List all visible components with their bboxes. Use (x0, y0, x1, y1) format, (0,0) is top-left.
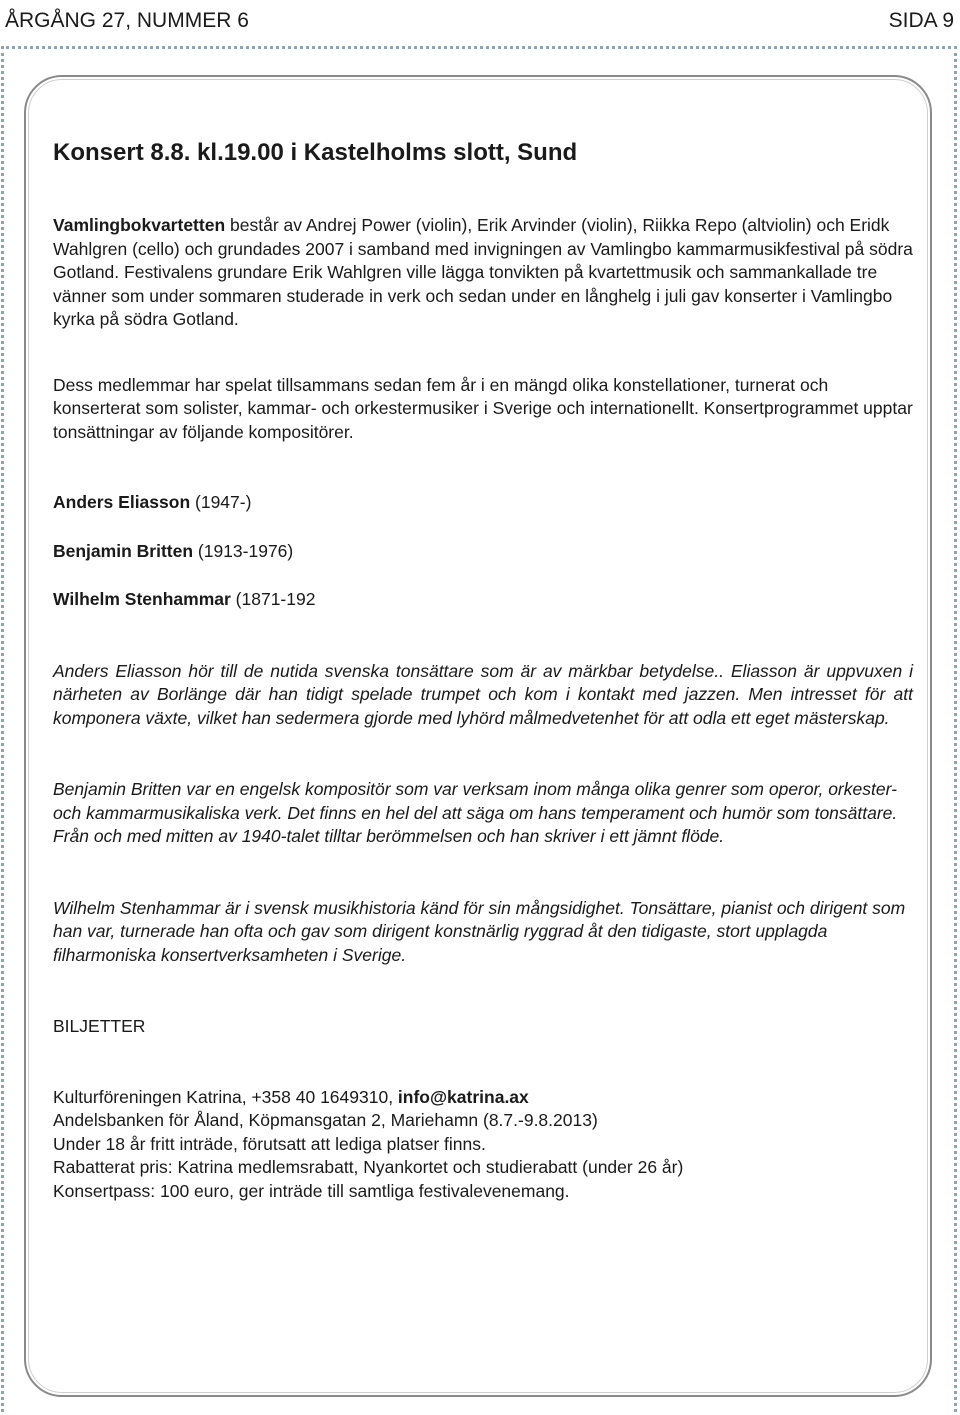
quartet-name: Vamlingbokvartetten (53, 215, 226, 235)
tickets-line (53, 1086, 913, 1110)
composer-years: (1871-192 (230, 589, 316, 609)
email-link[interactable]: info@katrina.ax (397, 1086, 529, 1107)
composer-years: (1947-) (190, 492, 252, 512)
composer-name: Benjamin Britten (53, 540, 194, 561)
composer-list (53, 491, 913, 612)
composer-item (53, 540, 913, 564)
bio-britten: Benjamin Britten var en engelsk kompositör som var verksam inom många olika genrer som operor, orkester- och kammarmusikaliska verk. Det finns en hel del att säga om hans temperament och humör som tonsättare. Från och med mitten av 1940-talet tilltar berömmelsen och han skriver i ett jämnt flöde. (53, 779, 898, 846)
composer-item (53, 588, 913, 612)
tickets-line: Rabatterat pris: Katrina medlemsrabatt, Nyankortet och studierabatt (under 26 år) (53, 1157, 684, 1177)
page-number: SIDA 9 (888, 9, 954, 32)
page-header (0, 0, 960, 40)
intro-paragraph (53, 214, 913, 332)
tickets-heading: BILJETTER (53, 1016, 146, 1036)
tickets-contact: Kulturföreningen Katrina, +358 40 1649310, (53, 1086, 398, 1107)
tickets-line: Andelsbanken för Åland, Köpmansgatan 2, Mariehamn (8.7.-9.8.2013) (53, 1110, 598, 1130)
composer-years: (1913-1976) (193, 540, 294, 561)
bio-stenhammar: Wilhelm Stenhammar är i svensk musikhistoria känd för sin mångsidighet. Tonsättare, pianist och dirigent som han var, turnerade han ofta och gav som dirigent konstnärlig ryggrad åt den tidigaste, stort upplagda filharmoniska konsertverksamheten i Sverige. (53, 897, 906, 965)
article-title: Konsert 8.8. kl.19.00 i Kastelholms slott, Sund (53, 139, 578, 166)
tickets-line: Konsertpass: 100 euro, ger inträde till samtliga festivalevenemang. (53, 1180, 570, 1201)
members-paragraph: Dess medlemmar har spelat tillsammans sedan fem år i en mängd olika konstellationer, turnerat och konserterat som solister, kammar- och orkestermusiker i Sverige och internationellt. Konsertprogrammet upptar tonsättningar av följande kompositörer. (53, 374, 913, 442)
composer-name: Wilhelm Stenhammar (53, 589, 231, 609)
intro-text: består av Andrej Power (violin), Erik Arvinder (violin), Riikka Repo (altviolin) och Eridk Wahlgren (cello) och grundades 2007 i samband med invigningen av Vamlingbo kammarmusikfestival på södra Gotland. Festivalens grundare Erik Wahlgren ville lägga tonvikten på kvartettmusik och sammankallade tre vänner som under sommaren studerade in verk och sedan under en långhelg i juli gav konserter i Vamlingbo kyrka på södra Gotland. (53, 215, 913, 329)
tickets-info (53, 1086, 913, 1204)
composer-item (53, 491, 913, 515)
tickets-line: Under 18 år fritt inträde, förutsatt att lediga platser finns. (53, 1133, 486, 1154)
article-content (53, 138, 913, 1203)
issue-label: ÅRGÅNG 27, NUMMER 6 (5, 9, 249, 32)
bio-eliasson: Anders Eliasson hör till de nutida svenska tonsättare som är av märkbar betydelse.. Eliasson är uppvuxen i närheten av Borlänge där han tidigt spelade trumpet och kom i kontakt med jazzen. Men intresset för att komponera växte, vilket han sedermera gjorde med lyhörd målmedvetenhet för att odla ett eget mästerskap. (53, 660, 913, 728)
composer-name: Anders Eliasson (53, 492, 191, 512)
